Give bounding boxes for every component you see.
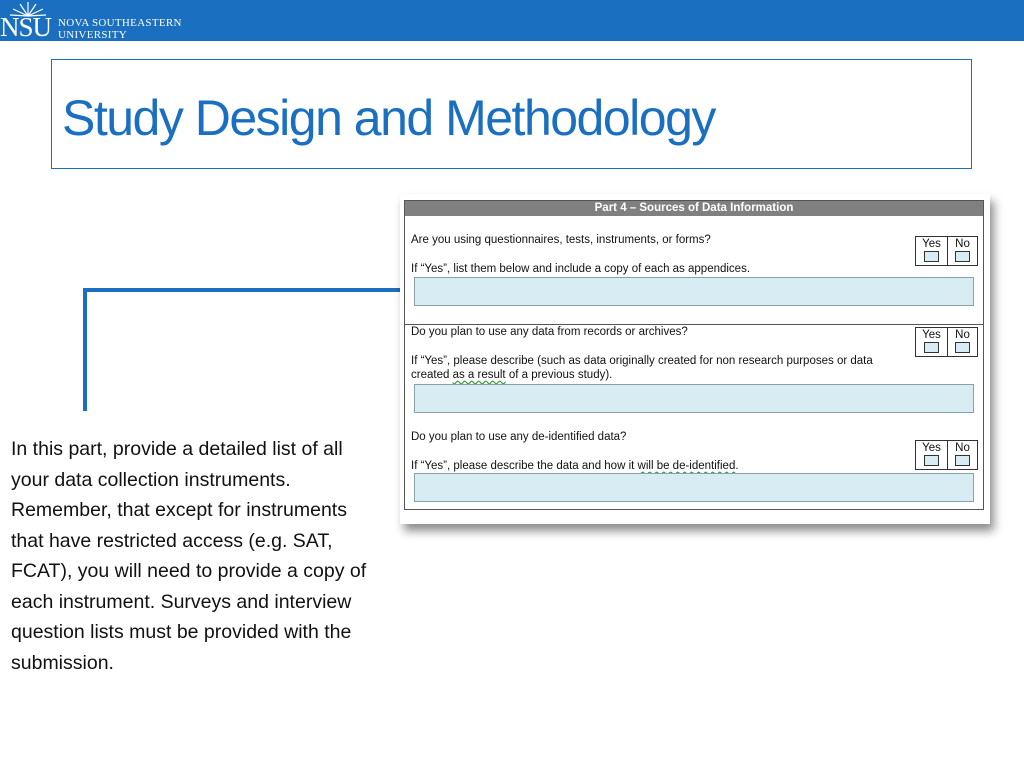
slide-title: Study Design and Methodology — [62, 90, 715, 146]
nsu-logo[interactable] — [0, 0, 220, 41]
question-deidentified: Do you plan to use any de-identified data? — [411, 431, 627, 443]
yes-no-box — [915, 236, 978, 266]
title-box — [51, 59, 972, 169]
form-header: Part 4 – Sources of Data Information — [405, 201, 983, 216]
form-section-instruments — [405, 216, 983, 325]
instruction-deidentified-flagged: will be de-identified — [637, 460, 736, 472]
instruction-records-flagged: as a result — [452, 369, 506, 381]
records-input-field[interactable] — [414, 384, 974, 413]
instruction-records-part1: If “Yes”, please describe (such as data originally created for non research purposes or data created — [411, 355, 873, 381]
logo-abbrev: NSU — [0, 12, 52, 42]
no-option[interactable] — [948, 328, 977, 356]
no-label: No — [955, 238, 970, 250]
instruction-records — [411, 354, 911, 382]
no-checkbox[interactable] — [955, 342, 970, 353]
no-checkbox[interactable] — [955, 455, 970, 466]
no-checkbox[interactable] — [955, 251, 970, 262]
no-label: No — [955, 442, 970, 454]
instruction-records-part2: of a previous study). — [505, 369, 613, 381]
instruction-deidentified — [411, 459, 739, 473]
header-bar — [0, 0, 1024, 41]
data-sources-form — [404, 200, 984, 510]
yes-option[interactable] — [916, 237, 948, 265]
yes-label: Yes — [922, 238, 941, 250]
logo-line-2: UNIVERSITY — [58, 29, 127, 41]
no-option[interactable] — [948, 237, 977, 265]
question-records: Do you plan to use any data from records or archives? — [411, 326, 688, 338]
instruments-input-field[interactable] — [414, 277, 974, 306]
slide-description: In this part, provide a detailed list of all your data collection instruments. Remember, that except for instruments that have restricted access (e.g. SAT, FCAT), you will need to provide a copy of each instrument. Surveys and interview question lists must be provided with the submission. — [11, 438, 367, 674]
yes-label: Yes — [922, 442, 941, 454]
yes-option[interactable] — [916, 328, 948, 356]
yes-checkbox[interactable] — [924, 251, 939, 262]
logo-name — [58, 17, 182, 41]
instruction-deidentified-part2: . — [735, 460, 739, 472]
form-section-records — [405, 325, 983, 425]
no-option[interactable] — [948, 441, 977, 469]
yes-no-box — [915, 327, 978, 357]
yes-label: Yes — [922, 329, 941, 341]
instruction-instruments: If “Yes”, list them below and include a copy of each as appendices. — [411, 263, 751, 275]
instruction-deidentified-part1: If “Yes”, please describe the data and how it — [411, 460, 638, 472]
no-label: No — [955, 329, 970, 341]
deidentified-input-field[interactable] — [414, 473, 974, 502]
yes-no-box — [915, 440, 978, 470]
yes-checkbox[interactable] — [924, 342, 939, 353]
logo-line-1: NOVA SOUTHEASTERN — [58, 17, 182, 29]
form-section-deidentified — [405, 425, 983, 509]
question-instruments: Are you using questionnaires, tests, instruments, or forms? — [411, 234, 711, 246]
yes-checkbox[interactable] — [924, 455, 939, 466]
yes-option[interactable] — [916, 441, 948, 469]
